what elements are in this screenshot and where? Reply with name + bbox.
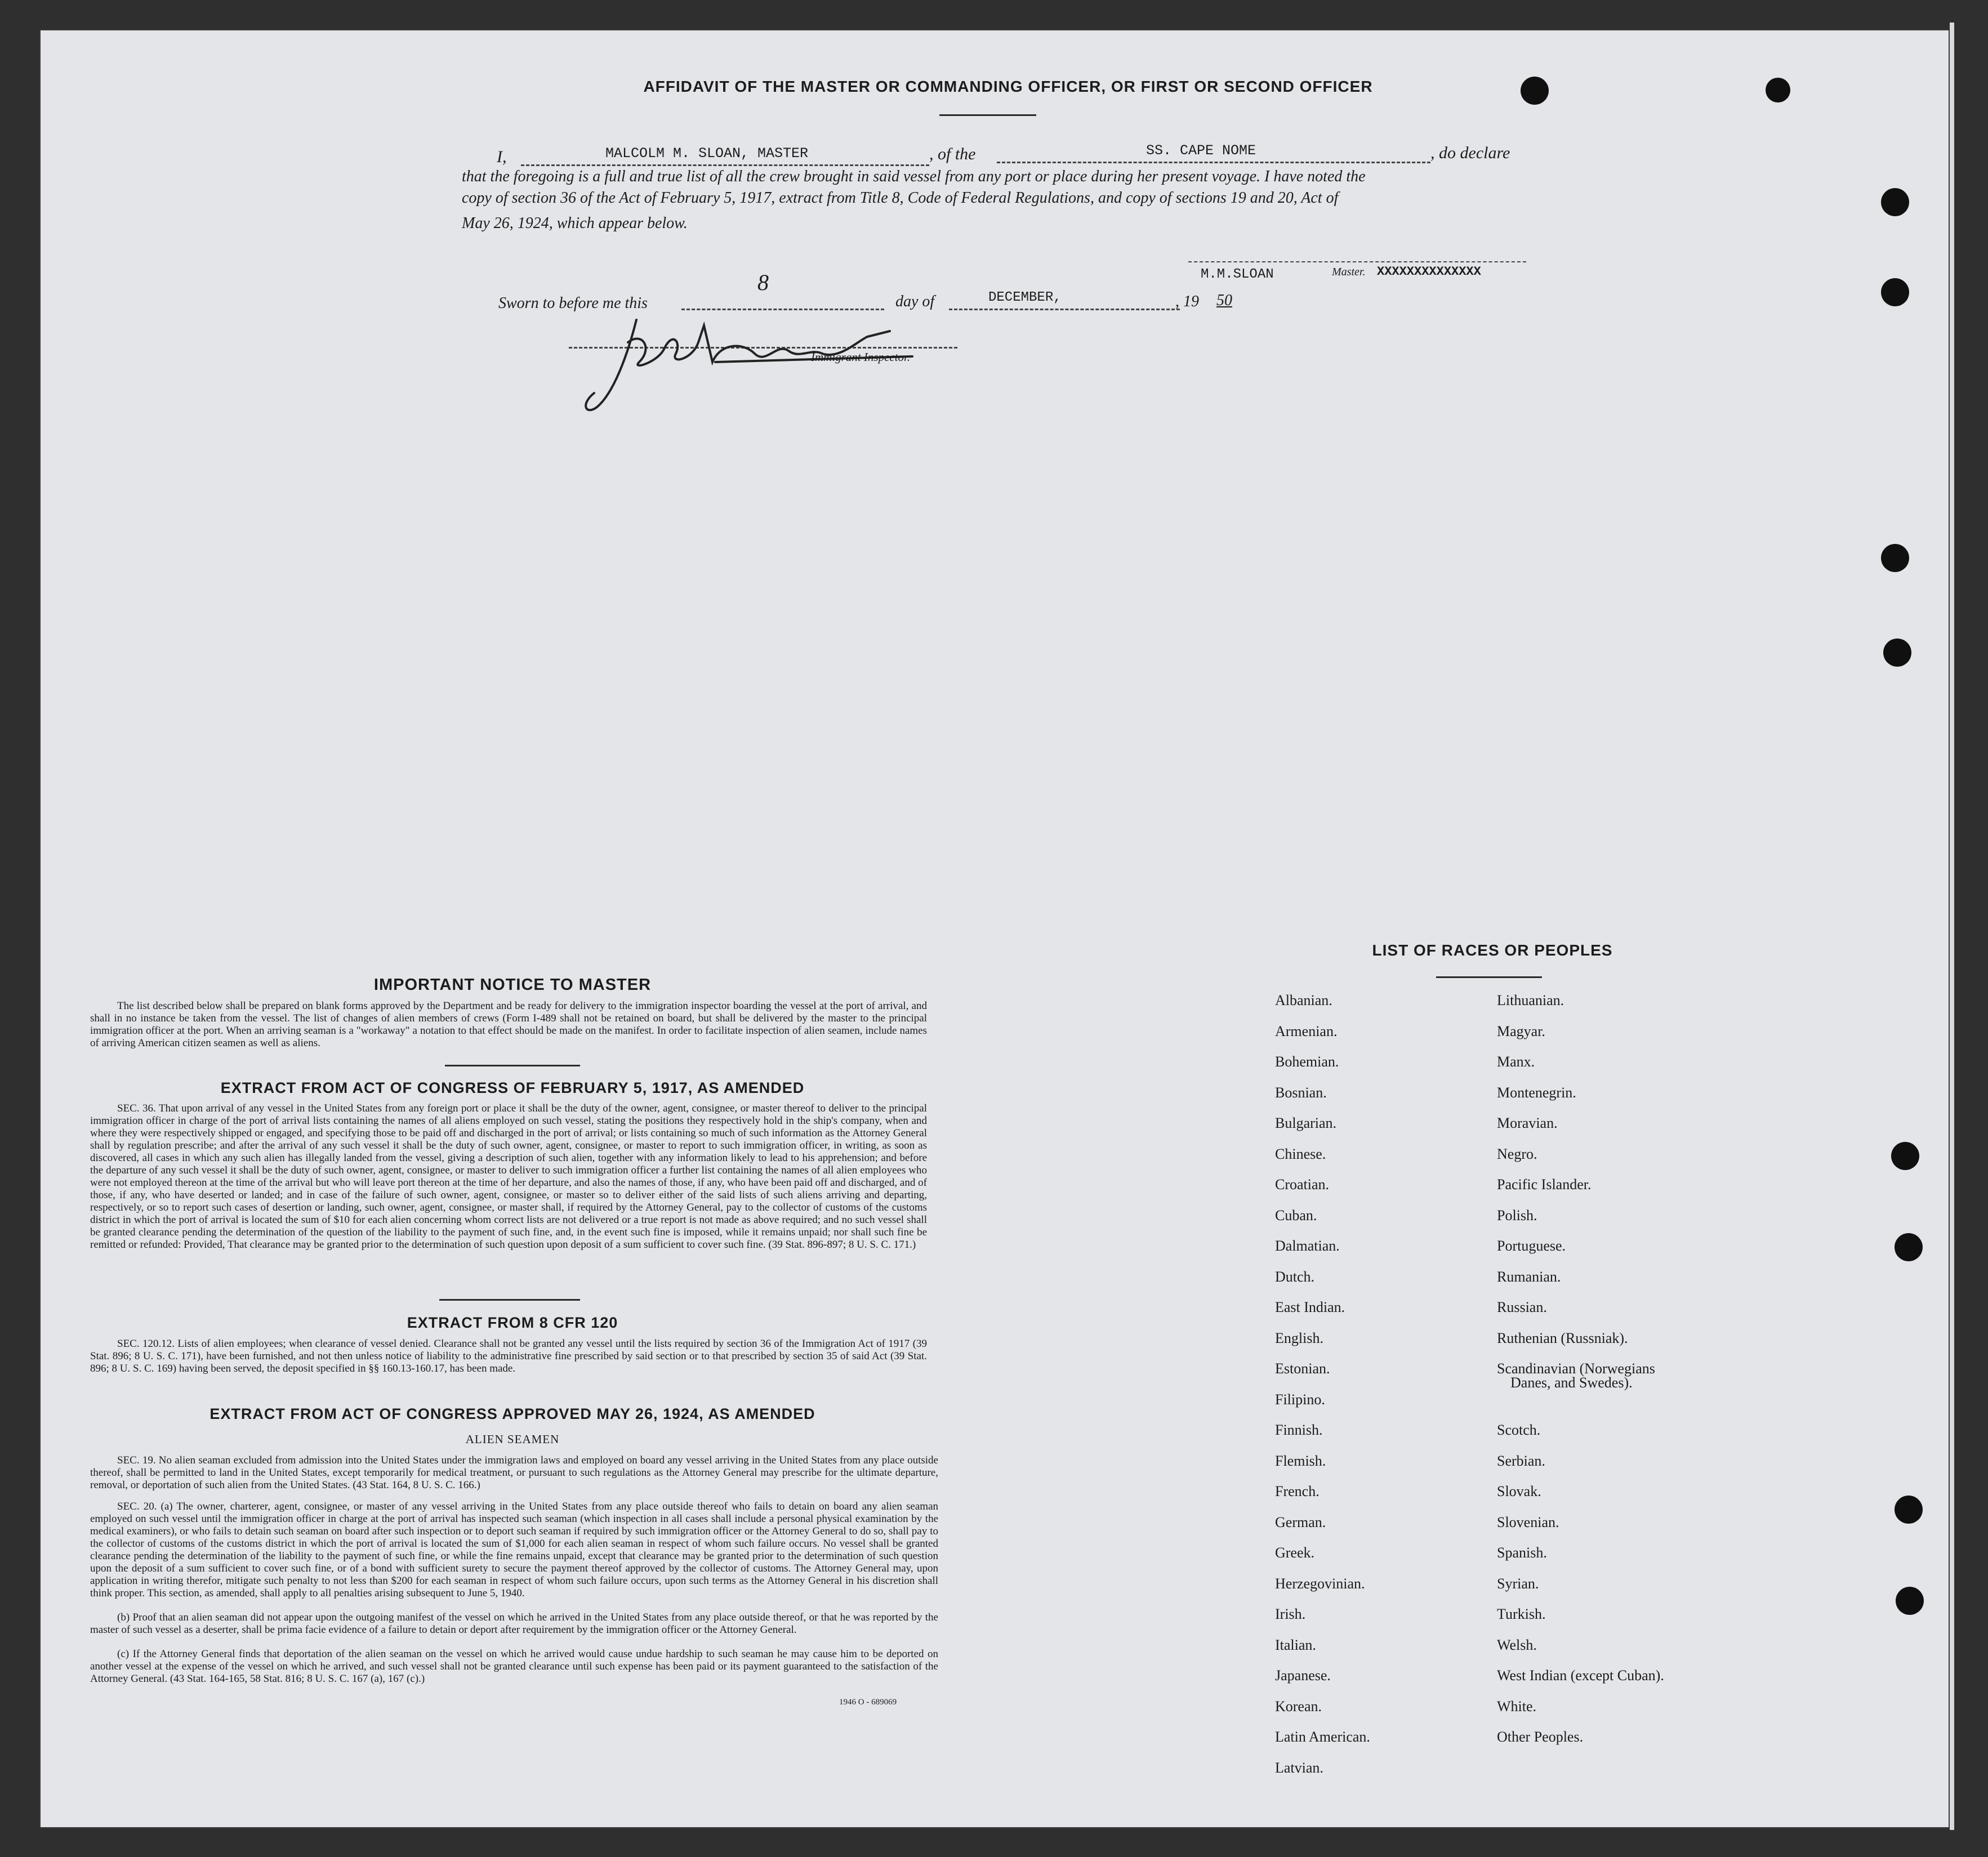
extract-1917-title: EXTRACT FROM ACT OF CONGRESS OF FEBRUARY 5, 1917, AS AMENDED [220, 1079, 805, 1096]
race-item: Lithuanian. [1497, 992, 1564, 1008]
day-value: 8 [757, 270, 769, 295]
section-rule [445, 1065, 580, 1066]
punch-hole [1891, 1142, 1919, 1170]
race-item: Scotch. [1497, 1422, 1541, 1438]
sec-20a-text: SEC. 20. (a) The owner, charterer, agent, consignee, or master of any vessel arriving in the United States from any place outside thereof who fails to detain on board any alien seaman employed on such vessel until the immigration officer in charge at the port of arrival has inspected such seaman (which inspection in all cases shall include a personal physical examination by the medical examiners), or who fails to detain such seaman on board after such inspection or to deport such seaman if required by such immigration officer or the Attorney General to do so, shall pay to the collector of customs of the customs district in which the port of arrival is located the sum of $1,000 for each alien seaman in respect of whom such failure occurs. No vessel shall be granted clearance pending the determination of the liability to the payment of such fine, or while the fine remains unpaid, except that clearance may be granted prior to the determination of such question upon the deposit of a sum sufficient to cover such fine, or of a bond with sufficient surety to secure the payment thereof approved by the collector of customs. The Attorney General may, upon application in writing therefor, mitigate such penalty to not less than $200 for each seaman in respect of whom such failure occurs, upon such terms as the Attorney General in his discretion shall think proper. This section, as amended, shall apply to all penalties arising subsequent to June 5, 1940. [90, 1501, 938, 1599]
affidavit-line-4: May 26, 1924, which appear below. [462, 215, 688, 232]
affidavit-title: AFFIDAVIT OF THE MASTER OR COMMANDING OFFICER, OR FIRST OR SECOND OFFICER [643, 78, 1373, 95]
race-item: Russian. [1497, 1299, 1547, 1315]
race-item: Syrian. [1497, 1575, 1539, 1592]
punch-hole [1521, 77, 1549, 105]
month-value: DECEMBER, [988, 290, 1062, 305]
race-item: English. [1275, 1329, 1323, 1346]
year-value: 50 [1216, 292, 1232, 309]
race-item: Portuguese. [1497, 1238, 1566, 1254]
race-item: French. [1275, 1483, 1320, 1499]
declarant-line [521, 164, 929, 166]
race-item: Bulgarian. [1275, 1115, 1337, 1131]
race-item: Montenegrin. [1497, 1084, 1576, 1101]
race-item: Filipino. [1275, 1391, 1325, 1408]
month-line [949, 309, 1180, 310]
race-item: Slovenian. [1497, 1514, 1559, 1530]
race-item: Spanish. [1497, 1544, 1547, 1561]
declarant-name: MALCOLM M. SLOAN, MASTER [605, 145, 809, 162]
day-of-label: day of [895, 293, 935, 310]
race-item: Chinese. [1275, 1145, 1326, 1162]
races-column-2 [1497, 992, 1762, 1760]
race-item: Ruthenian (Russniak). [1497, 1329, 1628, 1346]
year-prefix: , 19 [1175, 293, 1199, 310]
race-item: Korean. [1275, 1698, 1322, 1715]
race-item: White. [1497, 1698, 1537, 1715]
vessel-name: SS. CAPE NOME [1146, 142, 1256, 159]
race-item: Moravian. [1497, 1115, 1558, 1131]
punch-hole [1881, 544, 1909, 572]
title-rule [939, 114, 1036, 116]
race-item: Japanese. [1275, 1667, 1331, 1684]
inspector-signature [574, 309, 924, 421]
extract-1917-body: SEC. 36. That upon arrival of any vessel in the United States from any foreign port or place it shall be the duty of the owner, agent, consignee, or master thereof to deliver to the principal immigration officer in charge of the port of arrival lists containing the names of all aliens employed on such vessel, stating the positions they respectively hold in the ship's company, when and where they were respectively shipped or engaged, and specifying those to be paid off and discharged in the port of arrival; or lists containing so much of such information as the Attorney General shall by regulation prescribe; and after the arrival of any such vessel it shall be the duty of such owner, agent, consignee, or master to report to such immigration officer, in writing, as soon as discovered, all cases in which any such alien has illegally landed from the vessel, giving a description of such alien, together with any information likely to lead to his apprehension; and before the departure of any such vessel it shall be the duty of such owner, agent, consignee, or master to deliver to such immigration officer a further list containing the names of all alien employees who were not employed thereon at the time of the arrival but who will leave port thereon at the time of her departure, and also the names of those, if any, who have been paid off and discharged, and of those, if any, who have deserted or landed; and in case of the failure of such owner, agent, consignee, or master so to deliver either of the said lists of such aliens arriving and departing, respectively, or so to report such cases of desertion or landing, such owner, agent, consignee, or master shall, if required by the Attorney General, pay to the collector of customs of the customs district in which the port of arrival is located the sum of $10 for each alien concerning whom correct lists are not delivered or a true report is not made as above required; and no such vessel shall be granted clearance pending the determination of the question of the liability to the payment of such fine, and, in the event such fine is imposed, while it remains unpaid; nor shall such fine be remitted or refunded: Provided, That clearance may be granted prior to the determination of such question upon deposit of a sum sufficient to cover such fine. (39 Stat. 896-897; 8 U. S. C. 171.) [90, 1102, 927, 1251]
race-item: Rumanian. [1497, 1268, 1561, 1285]
race-item: West Indian (except Cuban). [1497, 1667, 1664, 1684]
do-declare-label: , do declare [1430, 144, 1510, 162]
race-item: Manx. [1497, 1054, 1535, 1070]
race-item: Dalmatian. [1275, 1238, 1340, 1254]
race-item: East Indian. [1275, 1299, 1345, 1315]
race-item: Slovak. [1497, 1483, 1541, 1499]
race-item: Armenian. [1275, 1023, 1338, 1039]
race-item: Turkish. [1497, 1606, 1546, 1622]
master-signature: M.M.SLOAN [1201, 267, 1274, 282]
affidavit-line-3: copy of section 36 of the Act of February 5, 1917, extract from Title 8, Code of Federal Regulations, and copy of sections 19 and 20, Act of [462, 189, 1339, 207]
race-item: Danes, and Swedes). [1510, 1374, 1633, 1391]
race-item: Pacific Islander. [1497, 1176, 1592, 1193]
race-item: Croatian. [1275, 1176, 1330, 1193]
race-item: Negro. [1497, 1145, 1537, 1162]
race-item: Polish. [1497, 1207, 1537, 1224]
race-item: Italian. [1275, 1636, 1316, 1653]
inspector-label: Immigrant Inspector. [811, 350, 911, 364]
affidavit-line-2: that the foregoing is a full and true list of all the crew brought in said vessel from any port or place during her present voyage. I have noted the [462, 168, 1366, 185]
of-the-label: , of the [929, 145, 976, 163]
sec-20b-text: (b) Proof that an alien seaman did not appear upon the outgoing manifest of the vessel on which he arrived in the United States from any place outside thereof, or that he was reported by the master of such vessel as a deserter, shall be prima facie evidence of a failure to detain or deport after requirement by the immigration officer or the Attorney General. [90, 1612, 938, 1636]
punch-hole [1881, 188, 1909, 216]
vessel-line [997, 162, 1430, 163]
section-rule [439, 1299, 580, 1301]
race-item: Dutch. [1275, 1268, 1315, 1285]
punch-hole [1895, 1233, 1923, 1261]
punch-hole [1881, 278, 1909, 306]
race-item: Herzegovinian. [1275, 1575, 1365, 1592]
extract-1924-title: EXTRACT FROM ACT OF CONGRESS APPROVED MAY 26, 1924, AS AMENDED [210, 1405, 815, 1422]
race-item: Cuban. [1275, 1207, 1317, 1224]
race-item: German. [1275, 1514, 1326, 1530]
race-item: Bosnian. [1275, 1084, 1327, 1101]
print-code: 1946 O - 689069 [839, 1698, 897, 1707]
race-item: Other Peoples. [1497, 1729, 1584, 1745]
sec-20c-text: (c) If the Attorney General finds that deportation of the alien seaman on the vessel on which he arrived would cause undue hardship to such seaman he may cause him to be deported on another vessel at the expense of the vessel on which he arrived, and such vessel shall not be granted clearance until such expense has been paid or its payment guaranteed to the satisfaction of the Attorney General. (43 Stat. 164-165, 58 Stat. 816; 8 U. S. C. 167 (a), 167 (c).) [90, 1648, 938, 1685]
race-item: Flemish. [1275, 1452, 1326, 1469]
race-item: Welsh. [1497, 1636, 1537, 1653]
sworn-label: Sworn to before me this [498, 294, 648, 312]
race-item: Albanian. [1275, 992, 1332, 1008]
race-item: Magyar. [1497, 1023, 1545, 1039]
notice-title: IMPORTANT NOTICE TO MASTER [373, 976, 652, 994]
race-item: Greek. [1275, 1544, 1315, 1561]
races-title: LIST OF RACES OR PEOPLES [1372, 941, 1613, 959]
races-column-1 [1275, 992, 1483, 1790]
extract-cfr-body: SEC. 120.12. Lists of alien employees; when clearance of vessel denied. Clearance shall not be granted any vessel until the lists required by section 36 of the Immigration Act of 1917 (39 Stat. 896; 8 U. S. C. 171), have been furnished, and not then unless notice of liability to the administrative fine prescribed by said section or to that prescribed by section 35 of said Act (39 Stat. 896; 8 U. S. C. 169) having been served, the deposit specified in §§ 160.13-160.17, has been made. [90, 1338, 927, 1374]
master-signature-line [1188, 261, 1526, 262]
race-item: Latin American. [1275, 1729, 1370, 1745]
punch-hole [1883, 639, 1911, 667]
notice-body: The list described below shall be prepared on blank forms approved by the Department and be ready for delivery to the immigration inspector boarding the vessel at the port of arrival, and shall in no instance be taken from the vessel. The list of changes of alien members of crews (Form I-489 shall not be retained on board, but shall be delivered by the master to the principal immigration officer at the port. When an arriving seaman is a "workaway" a notation to that effect should be made on the manifest. In order to facilitate inspection of alien seamen, include names of arriving American citizen seamen as well as aliens. [90, 1000, 927, 1049]
punch-hole [1895, 1496, 1923, 1524]
race-item: Irish. [1275, 1606, 1306, 1622]
punch-hole [1766, 78, 1790, 102]
race-item: Scandinavian (Norwegians [1497, 1360, 1655, 1377]
extract-cfr-title: EXTRACT FROM 8 CFR 120 [407, 1314, 618, 1331]
page-edge [1950, 23, 1954, 1830]
sec-19-text: SEC. 19. No alien seaman excluded from admission into the United States under the immigration laws and employed on board any vessel arriving in the United States from any place outside thereof, shall be permitted to land in the United States, except temporarily for medical treatment, or pursuant to such regulations as the Attorney General may prescribe for the ultimate departure, removal, or deportation of such alien from the United States. (43 Stat. 164, 8 U. S. C. 166.) [90, 1454, 938, 1491]
master-label: Master. [1332, 266, 1366, 278]
races-rule [1436, 976, 1542, 978]
master-struck-text: XXXXXXXXXXXXXX [1377, 265, 1481, 279]
race-item: Bohemian. [1275, 1054, 1339, 1070]
race-item: Latvian. [1275, 1759, 1323, 1776]
extract-1924-subtitle: ALIEN SEAMEN [465, 1432, 560, 1446]
race-item: Serbian. [1497, 1452, 1545, 1469]
race-item: Estonian. [1275, 1360, 1330, 1377]
race-item: Finnish. [1275, 1422, 1323, 1438]
affidavit-i-label: I, [497, 148, 507, 166]
punch-hole [1896, 1587, 1924, 1615]
